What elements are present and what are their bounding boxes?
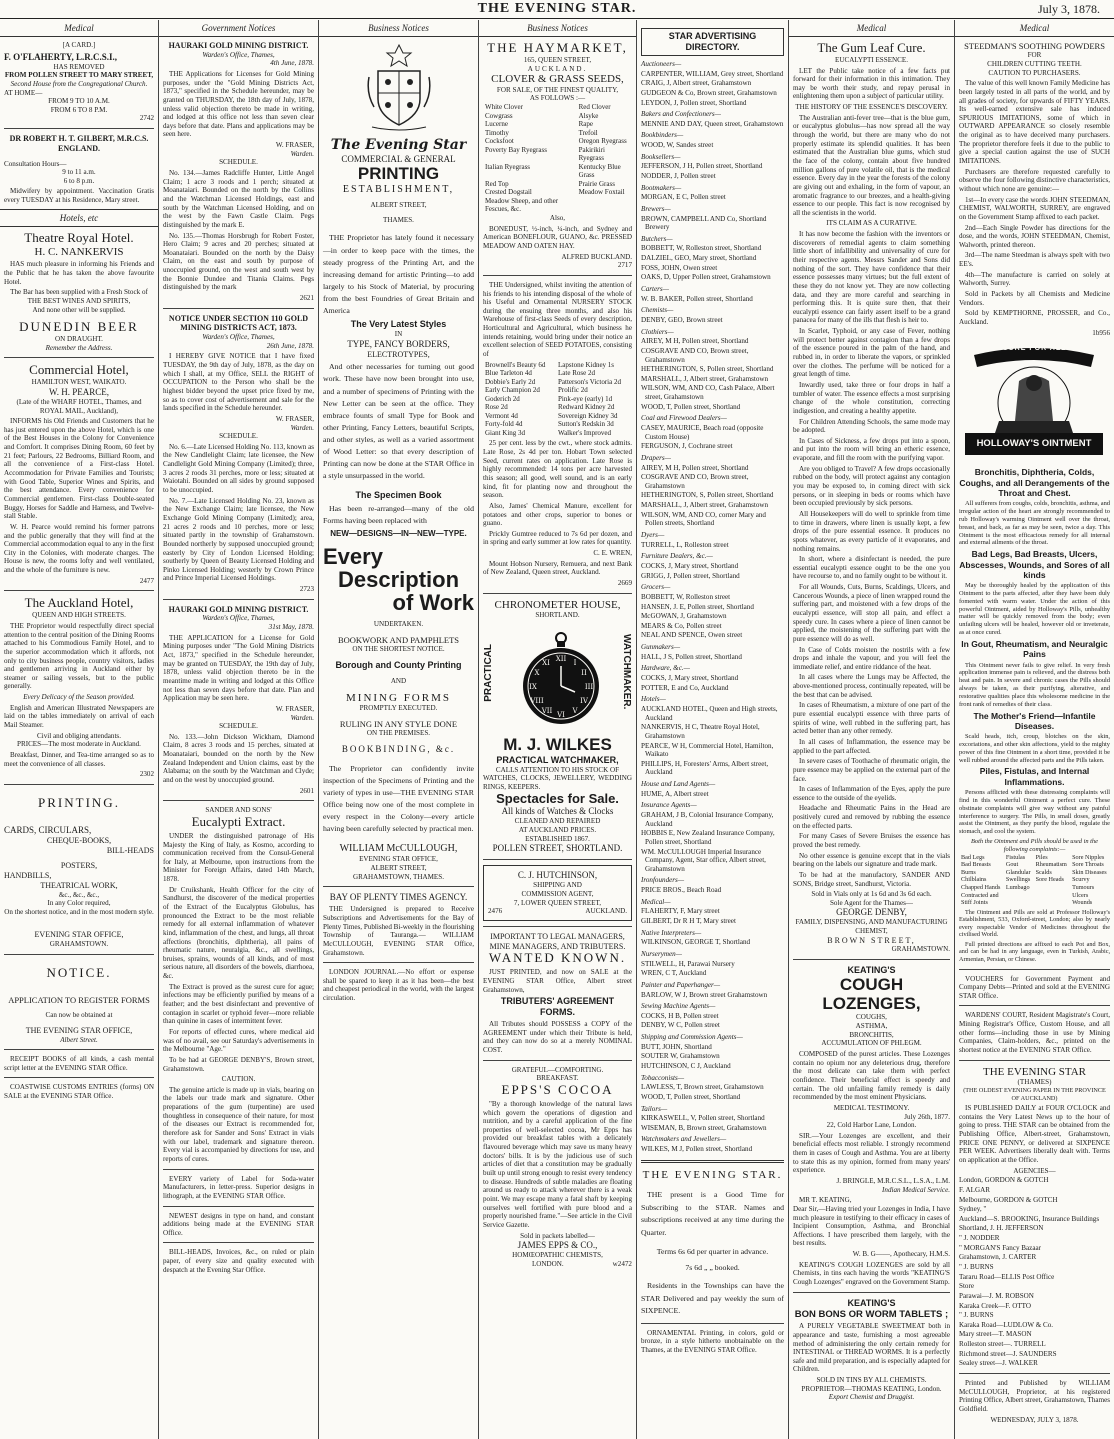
table-row (959, 884, 1110, 892)
agency-entry: Store (959, 1282, 974, 1291)
watchmaker-label: WATCHMAKER. (621, 633, 632, 710)
directory-category: Ironfounders— (641, 876, 685, 885)
directory-entry: KIRKASWELL, V, Pollen street, Shortland (641, 1114, 765, 1123)
masthead-rule (0, 18, 1114, 19)
directory-entry: W. B. BAKER, Pollen street, Shortland (641, 294, 753, 303)
svg-text:II: II (581, 668, 587, 677)
directory-entry: WILSON, WM, AND CO, Cash Palace, Albert street, Grahamstown (641, 384, 775, 402)
table-row (483, 412, 632, 421)
directory-category: Furniture Dealers, &c.— (641, 552, 713, 561)
table-row (483, 395, 632, 404)
seeds-table (483, 103, 632, 214)
table-row (959, 876, 1110, 884)
table-cell: Gout (1005, 861, 1019, 869)
directory-entry: WREN, C T, Auckland (641, 969, 707, 978)
royal-coat-of-arms-icon (364, 41, 434, 133)
table-cell: Lucerne (485, 120, 508, 129)
agency-entry: " MORGAN'S Fancy Bazaar (959, 1243, 1041, 1252)
directory-entry: DENBY, GEO, Brown street (641, 315, 723, 324)
table-cell: Vermont 4d (485, 411, 518, 420)
table-cell: Skin Diseases (1072, 868, 1107, 876)
notice-forms-ad: NOTICE. APPLICATION TO REGISTER FORMS Can now be obtained at THE EVENING STAR OFFICE, Albert Street. (8, 964, 150, 1044)
directory-entry: LEYDON, J, Pollen street, Shortland (641, 98, 747, 107)
directory-category: Coal and Firewood Dealers— (641, 414, 727, 423)
table-cell: Blue Tarleton 4d (485, 369, 532, 378)
table-row (483, 146, 632, 163)
agency-entry: Rolleston street—. TURRELL (959, 1340, 1046, 1349)
table-cell: Giant King 3d (485, 428, 526, 437)
agencies-list (959, 1176, 1110, 1368)
label-variety-ad: EVERY variety of Label for Soda-water Manufacturers, in letter-press. Superior designs in lithograph, at the EVENING STAR Office. (163, 1174, 314, 1200)
agency-entry: Shortland, J. H. JEFFERSON (959, 1224, 1044, 1233)
agency-entry: Auckland—S. BROOKING, Insurance Buildings (959, 1214, 1100, 1223)
table-cell: Lumbago (1005, 883, 1030, 891)
directory-entry: NODDER, J, Pollen street (641, 171, 716, 180)
agency-entry: Sealey street—J. WALKER (959, 1359, 1038, 1368)
table-row (483, 112, 632, 121)
printer-imprint: Printed and Published by WILLIAM McCULLOUGH, Proprietor, at his registered Printing Office, Albert street, Grahamstown, Thames Goldfield. (959, 1379, 1110, 1413)
table-cell: Chilblains (961, 876, 987, 884)
directory-entry: GRAHAM, J B, Colonial Insurance Company, Auckland (641, 810, 774, 828)
directory-entry: BOBBETT, W, Rolleston street (641, 592, 731, 601)
directory-category: Gunmakers— (641, 643, 681, 652)
directory-category: Shipping and Commission Agents— (641, 1033, 743, 1042)
directory-entry: NANKERVIS, H C, Theatre Royal Hotel, Grahamstown (641, 723, 760, 740)
column-header: Government Notices (159, 20, 318, 37)
directory-category: Drapers— (641, 453, 671, 462)
directory-entry: WILKES, M J, Pollen street, Shortland (641, 1145, 753, 1154)
table-cell (1034, 884, 1071, 892)
directory-entry: POTTER, E and Co, Auckland (641, 683, 729, 692)
chronometer-house-ad: CHRONOMETER HOUSE, SHORTLAND. PRACTICAL XII III VI IX I II IV V VII VIII X XI WATCHMAKER. M. J. WILKES PRACTICAL WATCHMAKER, CALLS ATTENTION TO HIS STOCK OF WATCHES, CLOCKS, JEWELLERY, WEDDING RINGS, KEEPERS. Spectacles for Sale. All kinds of Watches & Clocks CLEANED AND REPAIRED AT AUCKLAND PRICES. ESTABLISHED 1867. POLLEN STREET, SHORTLAND. (483, 598, 632, 854)
directory-entry: HOBBIS E, New Zealand Insurance Company, Pollen street, Shortland (641, 829, 775, 846)
directory-entry: WM. McCULLOUGH Imperial Insurance Company, Agent, Star office, Albert street, Grahamstown (641, 847, 766, 873)
gum-leaf-cure-ad: The Gum Leaf Cure. EUCALYPTI ESSENCE. LET the Public take notice of a few facts put forward for their information in this intimation. They may be worth their study, and repay perusal in enlightening them upon a subject of particular utility. THE HISTORY OF THE ESSENCE'S DISCOVERY. The Australian anti-fever tree—that is the blue gum, or eucalyptus globulus—has now spread all the way through the world, but there are many who do not properly estimate its splendid qualities. It has been estimated that the Australian blue gums, which stud the face of the colony, contain about five hundred million gallons of pure volatile oil, that is the medical essence. Every day in the year the forests of the colony are giving out and exhaling, in the form of vapour, an aromatic fragrance to our breezes, and a health-giving essence to our people. This fact is now recognised by all the scientists in the world. ITS CLAIM AS A CURATIVE. It has now become the fashion with the inventors or discoverers of remedial agents to claim something little short of infallibility and universality of cure for their respective agents. Messrs Sander and Sons did nothing of the sort. They have confidence that their essence possesses many virtues; but the full extent of these they do not know yet. They are now collecting data, and they are more careful and searching in performing this. It is quite sure then, that their eucalypti essence can fairly assert itself to be a grand panacea for many of the ills that flesh is heir to. In Scarlet, Typhoid, or any case of Fever, nothing will protect better against contagion than a few drops of the essence poured in the palm of the hand, and rubbed in, in order to liberate the vapors, or sprinkled over the clothes. The perfume will be noticed for a great length of time. Inwardly used, take three or four drops in half a tumbler of water. The essence effects a most surprising change of the whole constitution, correcting indigestion, and creating a healthy appetite. For Children Attending Schools, the same mode may be adopted. In Cases of Sickness, a few drops put into a spoon, and put into the room will bring an etheric essence, evaporate, and fill the room with the purifying vapor. Are you obliged to Travel? A few drops occasionally rubbed on the body, will protect against any contagion you may be exposed to, in coming direct with sick persons, or in sleeping in beds or rooms which have been occupied previously by sick persons. All Housekeepers will do well to sprinkle from time to time in drawers, where linen is usually kept, a few drops of the pure essential essence. It produces no spots whatever, as every particle of it evaporates, and nothing remains. In short, where a disinfectant is needed, the pure essential eucalypti essence ought to be the one you have recourse to, and no family ought to be without it. For all Wounds, Cuts, Burns, Scaldings, Ulcers, and Cancerous Wounds, a piece of linen wrapped round the suffering part, and moistened with a few drops of the eucalypti essence, will stop all pain, and effect a speedy cure. In cases where a piece of linen cannot be applied, the moistening of the suffering part with the pure essence will do as well. In Case of Colds moisten the nostrils with a few drops and inhale the vapour, and you will feel the immediate relief, and entire riddance of the heat. In all cases where the Lungs may be Affected, the above-mentioned process, continually repeated, will be the best that can be advised. In cases of Rheumatism, a mixture of one part of the pure essential eucalypti essence with three parts of spirits of wine, well rubbed in the suffering part, has acted better than any other remedy. In all cases of Inflammation, the essence may be applied to the part affected. In severe cases of Toothache of rheumatic origin, the pure essence may be applied on the external part of the face. In cases of Inflammation of the Eyes, apply the pure essence to the outside of the eyelids. Headache and Rheumatic Pains in the Head are positively cured and removed by rubbing the essence on the effected parts. For many Cases of Severe Bruises the essence has proved the best remedy. No other essence is genuine except that in the vials bearing on the labels our signature and trade mark. To be had at the manufactory, SANDER AND SONS, Bridge street, Sandhurst, Victoria. Sold in Vials only at 1s 6d and 3s 6d each. Sole Agent for the Thames— GEORGE DENBY, FAMILY, DISPENSING, AND MANUFACTURING CHEMIST, BROWN STREET, GRAHAMSTOWN. (793, 39, 950, 954)
directory-entry: FERGUSON, J, Cochrane street (641, 442, 733, 451)
table-row (483, 163, 632, 180)
directory-entry: PRICE BROS., Beach Road (641, 886, 722, 895)
directory-entry: WOOD, T, Pollen street, Shortland (641, 1092, 741, 1101)
directory-entry: DALZIEL, GEO, Mary street, Shortland (641, 254, 757, 263)
bay-of-plenty-ad: BAY OF PLENTY TIMES AGENCY. THE Undersigned is prepared to Receive Subscriptions and Advertisements for the Bay of Plenty Times, Published Bi-weekly in the flourishing Township of Tauranga.— WILLIAM McCULLOUGH, EVENING STAR Office, Grahamstown. (323, 892, 474, 957)
directory-entry: NEAL AND SPENCE, Owen street (641, 631, 743, 640)
directory-category: Bakers and Confectioners— (641, 110, 721, 119)
agency-entry: Sydney, " (959, 1205, 987, 1214)
table-cell: Trefoil (578, 128, 598, 137)
directory-entry: DENBY, W C, Pollen street (641, 1021, 720, 1030)
directory-category: Chemists— (641, 306, 674, 315)
table-row (483, 180, 632, 189)
evening-star-subscription-ad: THE EVENING STAR. THE present is a Good Time for Subscribing to the STAR. Names and subscriptions received at any time during the Quarter. Terms 6s 6d per quarter in advance. 7s 6d „ „ booked. Residents in the Townships can have the STAR Delivered and pay weekly the sum of SIXPENCE. (641, 1168, 784, 1316)
directory-entry: HETHERINGTON, S, Pollen street, Shortland (641, 365, 774, 374)
directory-entry: GILBERT, Dr R H T, Mary street (641, 917, 736, 926)
directory-entry: MENNIE AND DAY, Queen street, Grahamstown (641, 119, 784, 128)
directory-entry: STILWELL, H, Parawai Nursery (641, 959, 735, 968)
directory-entry: WISEMAN, B, Brown street, Grahamstown (641, 1123, 767, 1132)
ornamental-printing-ad: ORNAMENTAL Printing, in colors, gold or bronze, in a style hitherto unobtainable on the Thames, at the EVENING STAR Office. (641, 1328, 784, 1354)
directory-entry: WILSON, WM, AND CO, corner Mary and Pollen streets, Shortland (641, 510, 766, 528)
table-cell: Tumours (1072, 883, 1095, 891)
svg-text:V: V (572, 706, 578, 715)
london-journal-ad: LONDON JOURNAL.—No effort or expense shall be spared to keep it as it has been—the best and cheapest periodical in the world, with the largest circulation. (323, 968, 474, 1003)
table-row (483, 369, 632, 378)
issue-date: July 3, 1878. (1037, 2, 1100, 16)
directory-entry: FOSS, JOHN, Owen street (641, 263, 718, 272)
table-cell: Sore Throats (1072, 861, 1104, 869)
column-1 (0, 20, 158, 1439)
directory-entry: COCKS, J, Mary street, Shortland (641, 561, 739, 570)
directory-category: Clothiers— (641, 327, 674, 336)
table-cell: Contracted and (961, 891, 999, 899)
table-row (483, 129, 632, 138)
table-cell: Prairie Grass (578, 179, 615, 188)
steedman-powders-ad: STEEDMAN'S SOOTHING POWDERS FOR CHILDREN CUTTING TEETH. CAUTION TO PURCHASERS. The value of this well known Family Medicine has been largely tested in all parts of the world, and by all grades of society, for upwards of FIFTY YEARS. Its well-earned extensive sale has induced SPURIOUS IMITATIONS, some of which in OUTWARD APPEARANCE so closely resemble the original as to have deceived many purchasers. The proprietor therefore feels it due to the public to give a special caution against the use of SUCH IMITATIONS. Purchasers are therefore requested carefully to observe the four following distinctive characteristics, without which none are genuine:— 1st—In every case the words JOHN STEEDMAN, CHEMIST, WALWORTH, SURREY, are engraved on the Government Stamp affixed to each packet. 2nd—Each Single Powder has directions for the dose, and the words, JOHN STEEDMAN, Chemist, Walworth, printed thereon. 3rd—The name Steedman is always spelt with two EE's. 4th—The manufacture is carried on solely at Walworth, Surrey. Sold in Packets by all Chemists and Medicine Vendors. Sold by KEMPTHORNE, PROSSER, and Co., Auckland. 1b956 (959, 40, 1110, 337)
table-cell: Redward Kidney 2d (558, 403, 615, 412)
svg-text:VIII: VIII (530, 696, 544, 705)
table-cell: Wounds (1072, 899, 1093, 907)
table-cell (1004, 899, 1034, 907)
directory-entry: COSGRAVE AND CO, Brown street, Grahamstown (641, 346, 749, 364)
agency-entry: F. ALGAR (959, 1185, 990, 1194)
table-cell: Sore Nipples (1072, 853, 1105, 861)
table-row (483, 386, 632, 395)
svg-text:X: X (534, 668, 540, 677)
directory-category: Butchers— (641, 234, 673, 243)
table-cell: Rose 2d (485, 403, 508, 412)
directory-category: Sewing Machine Agents— (641, 1002, 716, 1011)
directory-entry: COCKS, H B, Pollen street (641, 1011, 719, 1020)
table-row (483, 378, 632, 387)
table-cell: Scalds (1035, 868, 1052, 876)
imprint-date: WEDNESDAY, JULY 3, 1878. (990, 1415, 1079, 1424)
directory-entry: COCKS, J, Mary street, Shortland (641, 674, 739, 683)
table-cell: Fistulas (1005, 853, 1026, 861)
directory-category: Bootmakers— (641, 183, 682, 192)
svg-text:VII: VII (541, 706, 553, 715)
column-header: Business Notices (479, 20, 636, 37)
directory-category: Tailors— (641, 1104, 668, 1113)
column-4 (478, 20, 636, 1439)
table-cell: Italian Ryegrass (485, 162, 531, 171)
column-3 (318, 20, 478, 1439)
epps-cocoa-ad: GRATEFUL—COMFORTING. BREAKFAST. EPPS'S COCOA "By a thorough knowledge of the natural laws which govern the operations of digestion and nutrition, and by a careful application of the fine properties of well-selected cocoa, Mr Epps has provided our breakfast tables with a delicately flavoured beverage which may save us many heavy doctors' bills. It is by the judicious use of such articles of diet that a constitution may be gradually built up until strong enough to resist every tendency to disease. Hundreds of subtle maladies are floating around us ready to attack wherever there is a weak point. We may escape many a fatal shaft by keeping ourselves well fortified with pure blood and a properly nourished frame."—See article in the Civil Service Gazette. Sold in packets labelled— JAMES EPPS & CO., HOMŒOPATHIC CHEMISTS, LONDON. w2472 (483, 1065, 632, 1268)
keating-worm-tablets-ad: KEATING'S BON BONS OR WORM TABLETS ; A PURELY VEGETABLE SWEETMEAT both in appearance and taste, furnishing a most agreeable method of administering the only certain remedy for INTESTINAL or THREAD WORMS. It is a perfectly safe and mild preparation, and is especially adapted for Children. SOLD IN TINS BY ALL CHEMISTS. PROPRIETOR—THOMAS KEATING, London. Export Chemist and Druggist. (793, 1297, 950, 1402)
column-header: Medical (789, 20, 954, 37)
oflaherty-ad: F. O'FLAHERTY, L.R.C.S.I., HAS REMOVED FROM POLLEN STREET TO MARY STREET, Second House from the Congregational Church. AT HOME— FROM 9 TO 10 A.M. FROM 6 TO 8 P.M. 2742 (4, 51, 154, 123)
table-row (483, 429, 632, 438)
directory-category: Watchmakers and Jewellers— (641, 1135, 727, 1144)
directory-category: Auctioneers— (641, 59, 682, 68)
table-cell: Brownell's Beauty 6d (485, 360, 546, 369)
hauraki-notice-1: HAURAKI GOLD MINING DISTRICT. Warden's Office, Thames, 4th June, 1878. THE Applications for Licenses for Gold Mining purposes, under the "Gold Mining Districts Act, 1873," specified in the Schedule hereunder, may be granted on THURSDAY, the 18th day of July, 1878, unless valid objection thereto be made in writing, and lodged at this office not less than seven clear days before that date. Plans and applications may be seen here. W. FRASER, Warden. SCHEDULE. No. 134.—James Radcliffe Hunter, Little Angel Claim; 1 acre 3 roods and 1 perch; situated at Moanataiari. Bounded on the north by the Collins and the Watchman Licensed Holdings, east and south by the Watchman Licensed Holding, and on the west by the Fawn Castle Claim. Pegs distinguished by the mark E. No. 135.—Thomas Horsbrugh for Robert Foster, Hero Claim; 9 acres and 20 perches; situated at Moanataiari. Bounded on the north by the Daisy Claim, on the east and south by purpose of unoccupied ground, on the west and south west by the Bonnie Dundee and Titania Claims. Pegs distinguished by the mark 2621 (163, 40, 314, 303)
table-cell: White Clover (485, 103, 523, 112)
directory-entry: FLAHERTY, F, Mary street (641, 907, 720, 916)
svg-text:XII: XII (555, 654, 567, 663)
table-cell (577, 197, 632, 214)
directory-entry: BOBBETT, W, Rolleston street, Shortland (641, 244, 762, 253)
table-cell: Patterson's Victoria 2d (558, 377, 621, 386)
column-2 (158, 20, 318, 1439)
column-header: Medical (0, 20, 158, 37)
directory-entry: MARSHALL, J, Albert street, Grahamstown (641, 374, 769, 383)
table-cell: Goderich 2d (485, 394, 520, 403)
directory-entry: PEARCE, W H, Commercial Hotel, Hamilton, Waikato (641, 741, 774, 759)
directory-category: Hotels— (641, 695, 666, 704)
table-cell: Scurvy (1072, 876, 1090, 884)
directory-entry: HANSEN, J. E, Pollen street, Shortland (641, 602, 754, 611)
table-cell: Cowgrass (485, 111, 513, 120)
table-cell: Oregon Ryegrass (578, 137, 627, 146)
table-cell: Dobbie's Early 2d (485, 377, 536, 386)
table-row (959, 861, 1110, 869)
directory-entry: WILKINSON, GEORGE T, Shortland (641, 938, 751, 947)
potatoes-table (483, 361, 632, 438)
evening-star-printing-ad: The Evening Star COMMERCIAL & GENERAL PRINTING ESTABLISHMENT, ALBERT STREET, THAMES. THE Proprietor has lately found it necessary—in order to keep pace with the times, the steady progress of the Printing Art, and the increasing demand for artistic Printing—to add largely to his Stock of Material, by procuring from the best Foundries of Great Britain and America The Very Latest Styles IN TYPE, FANCY BORDERS, ELECTROTYPES, And other necessaries for turning out good work. These have now been brought into use, and a number of specimens of Printing with the New Letter can be seen at the office. They embrace founts of small Type for Book and other Printing, Fancy Letters, beautiful Scripts, and other styles, as well as a varied assortment of Wood Letter: so that every description of Printing can now be done at the STAR Office in a style unsurpassed in the world. The Specimen Book Has been re-arranged—many of the old Forms having been replaced with NEW—DESIGNS—IN—NEW—TYPE. Every Description of Work UNDERTAKEN. BOOKWORK AND PAMPHLETS ON THE SHORTEST NOTICE. Borough and County Printing AND MINING FORMS PROMPTLY EXECUTED. RULING IN ANY STYLE DONE ON THE PREMISES. BOOKBINDING, &c. The Proprietor can confidently invite inspection of the Specimens of Printing and the variety of types in use—THE EVENING STAR Office being now one of the most complete in every respect in the Colony—every article having been carefully selected by practical men. WILLIAM McCULLOUGH, EVENING STAR OFFICE, ALBERT STREET, GRAHAMSTOWN, THAMES. (323, 136, 474, 881)
directory-entry: LAWLESS, T, Brown street, Grahamstown (641, 1083, 764, 1092)
table-cell: Rheumatism (1035, 861, 1067, 869)
directory-entry: COSGRAVE AND CO, Brown street, Grahamstown (641, 473, 749, 490)
svg-text:IV: IV (580, 696, 588, 705)
directory-category: Dyers— (641, 531, 665, 540)
table-row (483, 188, 632, 197)
directory-entry: MEARS & Co, Pollen street (641, 621, 722, 630)
table-row (959, 892, 1110, 900)
directory-entry: CARPENTER, WILLIAM, Grey street, Shortland (641, 69, 784, 78)
table-cell: Bad Breasts (961, 861, 991, 869)
agency-entry: " J. BURNS (959, 1311, 994, 1320)
table-cell: Alsyke (578, 111, 599, 120)
directory-category: Nurserymen— (641, 949, 682, 958)
agency-entry: Richmond street—J. SAUNDERS (959, 1349, 1057, 1358)
directory-entry: HETHERINGTON, S, Pollen street, Shortland (641, 491, 774, 500)
table-cell: Crested Dogstail (485, 188, 532, 197)
table-cell: Sovereign Kidney 3d (558, 411, 618, 420)
agency-entry: Parawai—J. M. ROBSON (959, 1291, 1034, 1300)
directory-entry: OAKS, D, Upper Pollen street, Grahamstown (641, 273, 771, 282)
haymarket-ad: THE HAYMARKET, 165, QUEEN STREET, AUCKLAND. CLOVER & GRASS SEEDS, FOR SALE, OF THE FINEST QUALITY, AS FOLLOWS :— White Clover Red Clover Cowgrass Alsyke Lucerne Rape Timothy Trefoil Cocksfoot Oregon Ryegrass Poverty Bay Ryegrass Pakirikiri Ryegrass Italian Ryegrass Kentucky Blue Grass Red Top Prairie Grass Crested Dogstail Meadow Foxtail Meadow Sheep, and other Fescues, &c. Also, BONEDUST, ½-inch, ¼-inch, and Sydney and American BONEFLOUR, GUANO, &c. PRESSED MEADOW AND OATEN HAY. ALFRED BUCKLAND. 2717 (483, 39, 632, 270)
agency-entry: Karaka Road—LUDLOW & Co. (959, 1320, 1054, 1329)
pocket-watch-icon (515, 630, 607, 726)
printing-ad: PRINTING. CARDS, CIRCULARS, CHEQUE-BOOKS, BILL-HEADS POSTERS, HANDBILLS, THEATRICAL WORK, &c., &c., &c., In any Color required, On the shortest notice, and in the most modern style. EVENING STAR OFFICE, GRAHAMSTOWN. (4, 794, 154, 949)
table-cell: Prolific 2d (558, 386, 588, 395)
svg-text:XI: XI (542, 658, 550, 667)
table-cell: Poverty Bay Ryegrass (485, 145, 547, 154)
agency-entry: " J. NODDER (959, 1234, 1000, 1243)
directory-category: Insurance Agents— (641, 801, 697, 810)
table-cell: Stiff Joints (961, 899, 988, 907)
directory-entry: MORGAN, E C, Pollen street (641, 193, 726, 202)
column-6 (788, 20, 954, 1439)
directory-entry: AIREY, M H, Pollen street, Shortland (641, 337, 749, 346)
table-cell: Pink-eye (early) 1d (558, 394, 613, 403)
agency-entry: Grahamstown, J. CARTER (959, 1253, 1037, 1262)
table-cell (1034, 892, 1071, 900)
svg-text:I: I (573, 658, 577, 667)
directory-entry: SOUTER W, Grahamstown (641, 1052, 720, 1061)
theatre-royal-ad: Theatre Royal Hotel. H. C. NANKERVIS HAS much pleasure in informing his Friends and the Public that he has taken the above favourite Hotel. The Bar has been supplied with a Fresh Stock of THE BEST WINES AND SPIRITS, And none other will be supplied. DUNEDIN BEER ON DRAUGHT. Remember the Address. (4, 229, 154, 352)
directory-entry: HUTCHINSON, C J, Auckland (641, 1062, 731, 1070)
directory-category: Bookbinders— (641, 131, 684, 140)
table-cell: Pakirikiri Ryegrass (578, 145, 606, 163)
table-cell: Meadow Sheep, and other Fescues, &c. (485, 196, 559, 214)
agency-entry: Tararu Road—ELLIS Post Office (959, 1272, 1055, 1281)
table-cell: Meadow Foxtail (578, 188, 625, 197)
vouchers-ad: VOUCHERS for Government Payment and Company Debts—Printed and sold at the EVENING STAR Office. (959, 974, 1110, 1000)
table-cell: Ulcers (1072, 891, 1089, 899)
table-cell: Late Rose 2d (558, 369, 595, 378)
directory-category: Native Interpreters— (641, 928, 702, 937)
divider (4, 128, 154, 129)
column-7 (954, 20, 1114, 1439)
svg-text:IX: IX (529, 682, 537, 691)
masthead (0, 0, 1114, 18)
table-cell (1004, 892, 1034, 900)
table-cell: Red Clover (578, 103, 611, 112)
tributers-agreement-ad: IMPORTANT TO LEGAL MANAGERS, MINE MANAGERS, AND TRIBUTERS. WANTED KNOWN. JUST PRINTED, and now on SALE at the EVENING STAR Office, Albert street Grahamstown, TRIBUTERS' AGREEMENT FORMS. All Tributes should POSSESS a COPY of the AGREEMENT under which their Tribute is held, and they can now do so at a merely NOMINAL COST. (483, 931, 632, 1055)
holloway-ribbon-text: CURE FOR ALL (1002, 345, 1067, 353)
agency-entry: " J. BURNS (959, 1262, 994, 1271)
wardens-court-ad: WARDENS' COURT, Resident Magistrate's Court, Mining Registrar's Office, Custom House, and all other forms—including those in use by Mining Companies, Claim-holders, &c., printed on the shortest notice at the EVENING STAR Office. (959, 1011, 1110, 1055)
table-row (483, 103, 632, 112)
directory-entry: HALL, J S, Pollen street, Shortland (641, 652, 742, 661)
table-cell: Bad Legs (961, 853, 985, 861)
section-header-hotels: Hotels, etc (0, 209, 158, 227)
agency-entry: Mary street—T. MASON (959, 1330, 1032, 1339)
table-cell: Rape (578, 120, 593, 129)
directory-entry: BROWN, CAMPBELL AND Co, Shortland Brewery (641, 214, 767, 232)
eucalypti-extract-ad: SANDER AND SONS' Eucalypti Extract. UNDER the distinguished patronage of His Majesty the King of Italy, as Kosmo, according to communication received from the Consul-General for Italy, at Melbourne, upon instructions from the Minister for Foreign Affairs, dated 14th March, 1878. Dr Cruikshank, Health Officer for the city of Sandhurst, the discoverer of the medical properties of the Extract of the Eucalyptus Globulus, has pronounced the Extract to be the most reliable remedy for all external inflammation of whatever kind, inflammation of the chest, and lungs, all throat affections (bronchitis, diphtheria), all pains of rheumatic nature, neuralgia, &c., all swellings, bruises, sprains, wounds of all kinds, and of most serious nature, all disorders of the bowels, diarrhoea, &c. The Extract is proved as the surest cure for ague; infections may be efficiently purified by means of a feather; and the best disinfectant and preventive of contagion in scarlet or typhoid fever—more reliable than quinine in cases of intermittent fever. For reports of effected cures, where medical aid was of no avail, see our Saturday's advertisements in the Melbourne "Age." To be had at GEORGE DENBY'S, Brown street, Grahamstown. CAUTION. The genuine article is made up in vials, bearing on the labels our trade mark and signature. Other preparations of the gum (turpentine) are used thoughtless in consequence of their nature, for most of the diseases our Extract is recommended for, therefore ask for Sander and Sons' Extract in vials with our label, trademark and signature thereon. Every vial is accompanied by directions for use, and reports of cures. (163, 806, 314, 1163)
table-row (959, 899, 1110, 907)
table-row (959, 869, 1110, 877)
auckland-hotel-ad: The Auckland Hotel, QUEEN AND HIGH STREETS. THE Proprietor would respectfully direct special attention to the central position of the Dining Rooms attached to his Commodious Family Hotel, and to the superior accommodation which it affords, not only to city business people, country visitors, ladies and gentlemen arriving in Auckland either by steamer or sailing vessels, but to the public generally. Every Delicacy of the Season provided. English and American Illustrated Newspapers are laid on the tables immediately on arrival of each Mail Steamer. Civil and obliging attendants. PRICES—The most moderate in Auckland. Breakfast, Dinner, and Tea-time arranged so as to meet the convenience of all classes. 2302 (4, 595, 154, 779)
table-cell (1034, 899, 1071, 907)
table-cell: Lapstone Kidney 1s (558, 360, 615, 369)
directory-category: Painter and Paperhanger— (641, 980, 721, 989)
directory-entry: CASEY, MAURICE, Beach road (opposite Custom House) (641, 424, 764, 441)
directory-category: Tobacconists— (641, 1073, 685, 1082)
keating-cough-lozenges-ad: KEATING'S COUGH LOZENGES, COUGHS, ASTHMA, BRONCHITIS, ACCUMULATION OF PHLEGM. COMPOSED of the purest articles. These Lozenges contain no opium nor any deleterious drug, therefore the most delicate can take them with perfect confidence. Their beneficial effect is speedy and certain. The old unfailing family remedy is daily recommended by the most eminent Physicians. MEDICAL TESTIMONY. July 26th, 1877. 22, Cold Harbor Lane, London. SIR.—Your Lozenges are excellent, and their beneficial effects most reliable. I strongly recommend them in cases of Cough and Asthma. You are at liberty to state this as my opinion, formed from many years' experience. J. BRINGLE, M.R.C.S.L., L.S.A., L.M. Indian Medical Service. MR T. KEATING, Dear Sir,—Having tried your Lozenges in India, I have much pleasure in testifying to their efficacy in cases of Incipient Consumption, Asthma, and Bronchial Affections. I have prescribed them largely, with the best results. W. B. G——, Apothecary, H.M.S. KEATING'S COUGH LOZENGES are sold by all Chemists, in tins each having the words "KEATING'S Cough Lozenges" engraved on the Government Stamp. (793, 965, 950, 1287)
directory-category: Hardware, &c.— (641, 664, 690, 673)
coastwise-ad: COASTWISE CUSTOMS ENTRIES (forms) ON SALE at the EVENING STAR Office. (4, 1083, 154, 1101)
directory-entry: AIREY, M H, Pollen street, Shortland (641, 463, 749, 472)
card-label: [A CARD.] (62, 40, 96, 49)
directory-category: Medical— (641, 897, 671, 906)
hauraki-notice-2: HAURAKI GOLD MINING DISTRICT. Warden's Office, Thames, 31st May, 1878. THE APPLICATION for a License for Gold Mining purposes under "The Gold Mining Districts Act, 1873," specified in the Schedule hereunder, may be granted on TUESDAY, the 19th day of July, 1878, unless valid objection thereto be in the meantime made in writing and lodged at this Office not less than seven days before that date. Plan and Application may be seen here. W. FRASER, Warden. SCHEDULE. No. 133.—John Dickson Wickham, Diamond Claim, 8 acres 3 roods and 15 perches, situated at Moanataiari, bounded on the north by the New Zealand Independent and Union claims, east by the Alabama; on the south by the Watchman and Clyde; and on the west by unoccupied ground. 2601 (163, 604, 314, 795)
svg-text:VI: VI (557, 710, 565, 719)
directory-category: Booksellers— (641, 152, 681, 161)
directory-entry: McGOWAN, J, Grahamstown (641, 612, 727, 621)
holloway-ointment-ad: CURE FOR ALL HOLLOWAY'S OINTMENT Bronchitis, Diphtheria, Colds, Coughs, and all Derangements of the Throat and Chest. All sufferers from coughs, colds, bronchitis, asthma, and irregular action of the heart are strongly recommended to rub Holloway's warming Ointment well over the throat, breast, and back, as far as may be seen, twice a day. This Ointment is the most efficacious remedy for all internal and external ailments of the throat. Bad Legs, Bad Breasts, Ulcers, Abscesses, Wounds, and Sores of all kinds May be thoroughly healed by the application of this Ointment to the parts affected, after they have been duly fomented with warm water. Under the action of this powerful Ointment, aided by Holloway's Pills, unhealthy matter will be quickly removed from the body; even unfailing ulcers will be healed, however old or inveterate, as at once cured. In Gout, Rheumatism, and Neuralgic Pains This Ointment never fails to give relief. In very fresh application immense pain is relieved, and the distress both heat and pain. In severe and chronic cases the Pills should always be taken, as their purifying, alterative, and restorative qualities place this wholesome medicine in the front rank of remedies of their class. The Mother's Friend—Infantile Diseases. Scald heads, itch, croup, blotches on the skin, excoriations, and other skin affections, yield to the mighty power of this fine Ointment in a short time, provided it be well rubbed around the affected parts and the Pills taken. Piles, Fistulas, and Internal Inflammations. Persons afflicted with these distressing complaints will find in this wonderful Ointment a perfect cure. These obstinate complaints will give way without any painful interference to surgery. The Pills, in small doses, greatly assist the Ointment, as they purify the blood, regulate the stomach, and cool the system. Both the Ointment and Pills should be used in the following complaints:— Bad Legs Fistulas Piles Sore Nipples Bad Breasts Gout Rheumatism Sore Throats Burns Glandular Scalds Skin Diseases Chilblains Swellings Sore Heads Scurvy Chapped Hands Lumbago Tumours Contracted and Ulcers Stiff Joints Wounds The Ointment and Pills are sold at Professor Holloway's Establishment, 533, Oxford-street, London; also by nearly every respectable Vendor of Medicines throughout the civilised World. Full printed directions are affixed to each Pot and Box, and can be had in any language, even in Turkish, Arabic, Armenian, Persian, or Chinese. (959, 341, 1110, 963)
table-row (483, 137, 632, 146)
table-cell: Kentucky Blue Grass (578, 162, 621, 180)
table-cell: Sore Heads (1035, 876, 1064, 884)
table-row (483, 420, 632, 429)
directory-category: Brewers— (641, 204, 671, 213)
table-row (959, 854, 1110, 862)
directory-entry: MARSHALL, J, Albert street, Grahamstown (641, 501, 769, 510)
table-cell: Forty-fold 4d (485, 420, 523, 429)
seed-potatoes-ad: THE Undersigned, whilst inviting the attention of his friends to his intending disposal of the whole of his Useful and Ornamental NURSERY STOCK during the ensuing three months, and also his Warehouse of first-class Seeds of every description, Horticultural and Agricultural, which business he intends retaining, would bring under their notice an excellent selection of SEED POTATOES, consisting of Brownell's Beauty 6d Lapstone Kidney 1s Blue Tarleton 4d Late Rose 2d Dobbie's Early 2d Patterson's Victoria 2d Early Champion 2d Prolific 2d Goderich 2d Pink-eye (early) 1d Rose 2d Redward Kidney 2d Vermont 4d Sovereign Kidney 3d Forty-fold 4d Sutton's Redskin 3d Giant King 3d Walker's Improved 25 per cent. less by the cwt., where stock admits. Late Rose, 2s 4d per ton. Hobart Town selected Seed, current rates on application. Late Rose is highly recommended: 14 tons per acre harvested this season; all good, well sound, and is an early kind, fit for planting now and throughout the season. Also, James' Chemical Manure, excellent for potatoes and other crops, superior to bones or guano. Prickly Gumtree reduced to 7s 6d per dozen, and in spring and early summer at low rates for quantity. C. E. WREN, Mount Hobson Nursery, Remuera, and next Bank of New Zealand, Queen street, Auckland. 2669 (483, 280, 632, 588)
directory-entry: BARLOW, W J, Brown street Grahamstown (641, 990, 768, 999)
newspaper-title: THE EVENING STAR. (477, 1, 637, 16)
table-cell: Red Top (485, 179, 509, 188)
practical-label: PRACTICAL (483, 643, 494, 702)
notice-section-110: NOTICE UNDER SECTION 110 GOLD MINING DISTRICTS ACT, 1873. Warden's Office, Thames, 26th June, 1878. I HEREBY GIVE NOTICE that I have fixed TUESDAY, the 9th day of July, 1878, as the day on which I shall, at my Office, SELL the RIGHT of OCCUPATION to the Person who shall be the highest bidder beyond the upset price fixed by me, so as to cover cost of advertisement and sale for the lands specified in the Schedule hereunder. W. FRASER, Warden. SCHEDULE. No. 6.—Late Licensed Holding No. 113, known as the New Candlelight Claim; late licensee, the New Candlelight Gold Mining Company (Limited); three, 3 acres 2 roods 31 perches, more or less; situated at Waiotahi. Bounded on all sides by ground supposed to be unoccupied. No. 7.—Late Licensed Holding No. 23, known as the New Exchange Claim; late licensee, the New Exchange Gold Mining Company (Limited); area, 21 acres 2 roods and 10 perches, more or less; situated partly in the township of Grahamstown. Bounded northerly by supposed unoccupied ground; easterly by City of London Licensed Holding; southerly by Queen of Beauty Licensed Holding and Pinko Licensed Holding; westerly by Crown Prince and Prince Imperial Licensed Holdings. 2723 (163, 313, 314, 594)
column-header: Medical (955, 20, 1114, 37)
newest-designs-ad: NEWEST designs in type on hand, and constant additions being made at the EVENING STAR Office. (163, 1211, 314, 1237)
table-cell: Piles (1035, 853, 1048, 861)
directory-entry: TURRELL, L, Rolleston street (641, 540, 729, 549)
table-cell: Chapped Hands (961, 883, 1001, 891)
column-5 (636, 20, 788, 1439)
column-header: Business Notices (319, 20, 478, 37)
directory-entry: WOOD, W, Sandes street (641, 141, 714, 150)
directory-entry: BUTT, JOHN, Shortland (641, 1042, 712, 1051)
svg-text:III: III (584, 682, 594, 691)
directory-entry: GUDGEON & Co, Brown street, Grahamstown (641, 88, 777, 97)
evening-star-info-ad: THE EVENING STAR (THAMES) (THE OLDEST EVENING PAPER IN THE PROVINCE OF AUCKLAND) IS PUBLISHED DAILY at FOUR O'CLOCK and contains the Very Latest News up to the hour of going to press. THE STAR can be obtained from the Publishing Office, Albert-street, Grahamstown, PRICE ONE PENNY, or delivered at SIXPENCE PER WEEK. Advertisers liberally dealt with. Terms on application at the Office. AGENCIES— London, GORDON & GOTCH F. ALGAR Melbourne, GORDON & GOTCH Sydney, " Auckland—S. BROOKING, Insurance Buildings Shortland, J. H. JEFFERSON " J. NODDER " MORGAN'S Fancy Bazaar Grahamstown, J. CARTER " J. BURNS Tararu Road—ELLIS Post Office Store Parawai—J. M. ROBSON Karaka Creek—F. OTTO " J. BURNS Karaka Road—LUDLOW & Co. Mary street—T. MASON Rolleston street—. TURRELL Richmond street—J. SAUNDERS Sealey street—J. WALKER (959, 1065, 1110, 1368)
table-cell: Swellings (1005, 876, 1031, 884)
agency-entry: Karaka Creek—F. OTTO (959, 1301, 1031, 1310)
directory-category: Grocers— (641, 583, 671, 592)
table-cell: Walker's Improved (558, 428, 612, 437)
agency-entry: London, GORDON & GOTCH (959, 1176, 1049, 1185)
complaints-table (959, 854, 1110, 907)
gilbert-ad: DR ROBERT H. T. GILBERT, M.R.C.S. ENGLAND. Consultation Hours— 9 to 11 a.m. 6 to 8 p.m. Midwifery by appointment. Vaccination Gratis every TUESDAY at his Residence, Mary street. (4, 134, 154, 205)
table-cell: Early Champion 2d (485, 386, 540, 395)
receipt-books-ad: RECEIPT BOOKS of all kinds, a cash mental script letter at the EVENING STAR Office. (4, 1055, 154, 1072)
directory-entry: WOOD, T, Pollen street, Shortland (641, 402, 741, 411)
table-row (483, 403, 632, 412)
table-row (483, 120, 632, 129)
table-cell: Burns (961, 868, 976, 876)
table-row (483, 197, 632, 214)
directory-category: House and Land Agents— (641, 780, 716, 789)
commercial-hotel-ad: Commercial Hotel, HAMILTON WEST, WAIKATO. W. H. PEARCE, (Late of the WHARF HOTEL, Thames, and ROYAL MAIL, Auckland), INFORMS his Old Friends and Customers that he has just entered upon the above Hotel, which is one of the Best Houses in the Colony for Convenience and Comfort. It comprises Dining Room, 60 feet by 21 feet; Parlours, 22 Bedrooms, Billiard Room, and all the convenience of a First-class Hotel. Accommodation for Private Families and Tourists; with Good Table, Superior Wines and Spirits, and the best attendance. Every convenience for Commercial gentlemen. First-class Double-seated Buggy, Horses for Saddle and Harness, and Twelve-stall Stable. W. H. Pearce would remind his former patrons and the public generally that they will find at the Commercial accommodation equal to any in the first City in the Colonies, with moderate charges. The House is new, the rooms lofty and well ventilated, and the whole of the furniture is new. 2477 (4, 362, 154, 585)
table-cell: Glandular (1005, 868, 1031, 876)
hutchinson-ad: C. J. HUTCHINSON, SHIPPING AND COMMISSION AGENT, 7, LOWER QUEEN STREET, 2476 AUCKLAND. (483, 865, 632, 921)
directory-category: Carters— (641, 285, 669, 294)
table-cell: Sutton's Redskin 3d (558, 420, 614, 429)
directory-title: STAR ADVERTISING DIRECTORY. (641, 28, 784, 56)
directory-entry: HUME, A, Albert street (641, 789, 709, 798)
table-cell: Timothy (485, 128, 509, 137)
table-cell: Cocksfoot (485, 137, 514, 146)
holloway-banner-text: HOLLOWAY'S OINTMENT (976, 438, 1092, 450)
billheads-ad: BILL-HEADS, Invoices, &c., on ruled or plain paper, of every size and quality executed with despatch at the Evening Star Office. (163, 1248, 314, 1274)
directory-entry: AUCKLAND HOTEL, Queen and High streets, Auckland (641, 704, 778, 722)
advertising-directory (641, 60, 784, 1154)
directory-entry: CRAIG, J, Albert street, Grahamstown (641, 79, 752, 88)
directory-entry: GRIGG, J, Pollen street, Shortland (641, 571, 740, 580)
agency-entry: Melbourne, GORDON & GOTCH (959, 1195, 1058, 1204)
directory-entry: JEFFERSON, J H, Pollen street, Shortland (641, 162, 763, 171)
table-row (483, 361, 632, 370)
directory-entry: PHILLIPS, H, Foresters' Arms, Albert street, Auckland (641, 759, 769, 777)
